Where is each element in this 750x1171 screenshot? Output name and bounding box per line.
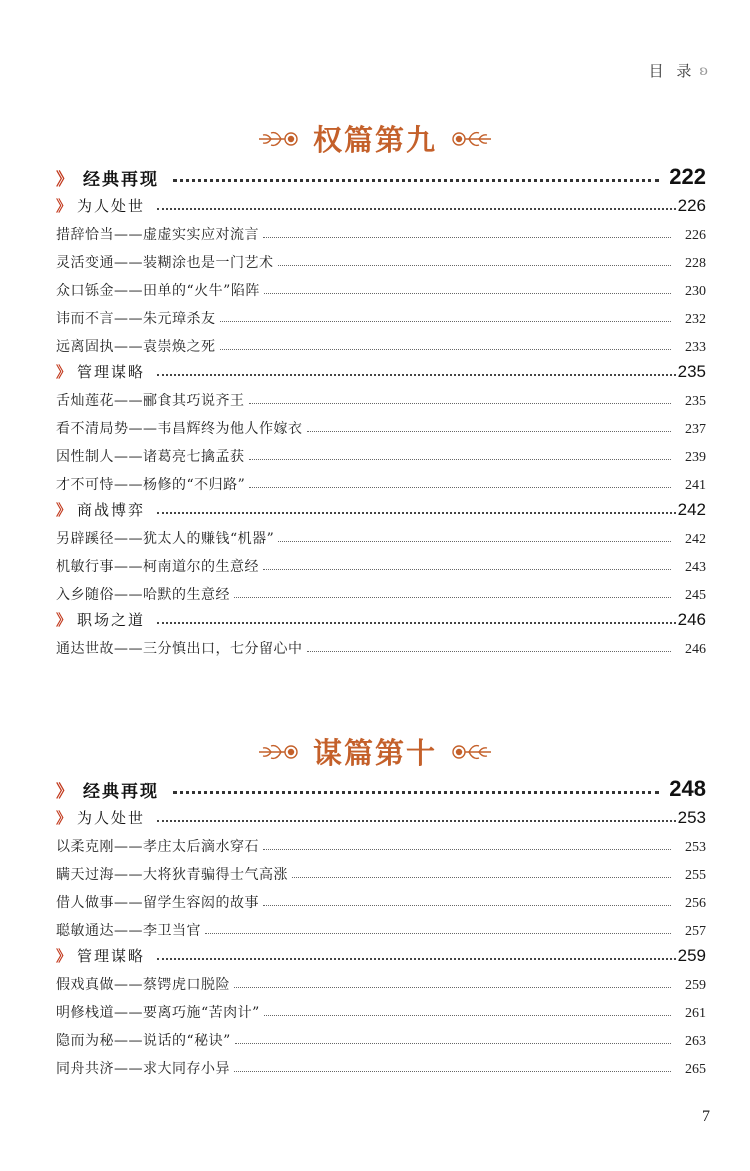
item-page: 233	[685, 340, 706, 355]
group-label: 商战博弈	[77, 501, 146, 519]
item-page: 230	[685, 284, 706, 299]
part-title-10	[0, 731, 750, 772]
ornament-left-icon	[255, 126, 301, 152]
item-page: 261	[685, 1006, 706, 1021]
toc-item[interactable]	[56, 912, 706, 940]
item-label: 假戏真做——蔡锷虎口脱险	[56, 977, 230, 993]
item-label: 措辞恰当——虚虚实实应对流言	[56, 227, 259, 243]
chevron-marker-icon: 》	[56, 501, 72, 519]
item-page: 228	[685, 256, 706, 271]
item-page: 239	[685, 450, 706, 465]
item-page: 241	[685, 478, 706, 493]
entry-page: 248	[669, 776, 706, 801]
toc-item[interactable]	[56, 1050, 706, 1078]
leader-dots	[307, 651, 672, 652]
item-page: 253	[685, 840, 706, 855]
toc-item[interactable]	[56, 966, 706, 994]
toc-item[interactable]	[56, 216, 706, 244]
entry-label: 经典再现	[83, 782, 159, 802]
item-page: 237	[685, 422, 706, 437]
swirl-icon: ʚ	[699, 62, 712, 79]
toc-item[interactable]	[56, 828, 706, 856]
group-label: 为人处世	[77, 197, 146, 215]
leader-dots	[263, 905, 671, 906]
item-page: 259	[685, 978, 706, 993]
item-label: 明修栈道——要离巧施“苦肉计”	[56, 1005, 260, 1021]
leader-dots	[278, 265, 672, 266]
item-label: 远离固执——袁崇焕之死	[56, 339, 216, 355]
group-label: 为人处世	[77, 809, 146, 827]
leader-dots	[157, 958, 676, 960]
item-label: 通达世故——三分慎出口，七分留心中	[56, 641, 303, 657]
item-page: 263	[685, 1034, 706, 1049]
page-number: 7	[702, 1108, 710, 1125]
running-header	[649, 60, 712, 81]
item-label: 众口铄金——田单的“火牛”陷阵	[56, 283, 260, 299]
item-label: 瞒天过海——大将狄青骗得士气高涨	[56, 867, 288, 883]
leader-dots	[235, 1043, 671, 1044]
item-page: 265	[685, 1062, 706, 1077]
item-page: 257	[685, 924, 706, 939]
chevron-marker-icon: 》	[56, 947, 72, 965]
leader-dots	[173, 179, 659, 182]
item-label: 隐而为秘——说话的“秘诀”	[56, 1033, 231, 1049]
toc-item[interactable]	[56, 272, 706, 300]
toc-item[interactable]	[56, 438, 706, 466]
leader-dots	[157, 512, 676, 514]
group-page: 253	[677, 808, 706, 827]
chevron-marker-icon: 》	[56, 782, 73, 802]
toc-item[interactable]	[56, 884, 706, 912]
leader-dots	[249, 459, 672, 460]
chevron-marker-icon: 》	[56, 197, 72, 215]
toc-item[interactable]	[56, 576, 706, 604]
item-page: 246	[685, 642, 706, 657]
item-page: 243	[685, 560, 706, 575]
item-label: 聪敏通达——李卫当官	[56, 923, 201, 939]
leader-dots	[205, 933, 671, 934]
item-page: 245	[685, 588, 706, 603]
item-page: 242	[685, 532, 706, 547]
leader-dots	[249, 487, 671, 488]
toc-item[interactable]	[56, 548, 706, 576]
item-label: 讳而不言——朱元璋杀友	[56, 311, 216, 327]
item-label: 另辟蹊径——犹太人的赚钱“机器”	[56, 531, 275, 547]
item-label: 因性制人——诸葛亮七擒孟获	[56, 449, 245, 465]
leader-dots	[307, 431, 672, 432]
leader-dots	[249, 403, 672, 404]
item-page: 226	[685, 228, 706, 243]
toc-item[interactable]	[56, 244, 706, 272]
item-label: 同舟共济——求大同存小异	[56, 1061, 230, 1077]
item-label: 机敏行事——柯南道尔的生意经	[56, 559, 259, 575]
toc-section-10	[56, 772, 706, 1078]
toc-item[interactable]	[56, 1022, 706, 1050]
part-title-text: 权篇第九	[312, 123, 437, 157]
ornament-right-icon	[449, 739, 495, 765]
toc-item[interactable]	[56, 856, 706, 884]
group-label: 职场之道	[77, 611, 146, 629]
ornament-left-icon	[255, 739, 301, 765]
toc-item[interactable]	[56, 382, 706, 410]
part-title-text: 谋篇第十	[312, 736, 437, 770]
chevron-marker-icon: 》	[56, 170, 73, 190]
item-label: 借人做事——留学生容闳的故事	[56, 895, 259, 911]
leader-dots	[173, 791, 659, 794]
leader-dots	[157, 374, 676, 376]
leader-dots	[263, 849, 671, 850]
toc-item[interactable]	[56, 520, 706, 548]
chevron-marker-icon: 》	[56, 363, 72, 381]
leader-dots	[264, 293, 671, 294]
leader-dots	[278, 541, 671, 542]
item-page: 256	[685, 896, 706, 911]
toc-group-entry[interactable]	[56, 190, 706, 216]
toc-item[interactable]	[56, 994, 706, 1022]
toc-item[interactable]	[56, 410, 706, 438]
group-page: 242	[677, 500, 706, 519]
item-page: 235	[685, 394, 706, 409]
item-label: 才不可恃——杨修的“不归路”	[56, 477, 246, 493]
toc-item[interactable]	[56, 466, 706, 494]
toc-group-entry[interactable]	[56, 604, 706, 630]
item-label: 灵活变通——装糊涂也是一门艺术	[56, 255, 274, 271]
toc-group-entry[interactable]	[56, 940, 706, 966]
leader-dots	[263, 237, 671, 238]
leader-dots	[157, 820, 676, 822]
leader-dots	[220, 349, 672, 350]
leader-dots	[292, 877, 671, 878]
chevron-marker-icon: 》	[56, 809, 72, 827]
item-page: 255	[685, 868, 706, 883]
toc-item[interactable]	[56, 300, 706, 328]
group-label: 管理谋略	[77, 363, 146, 381]
chevron-marker-icon: 》	[56, 611, 72, 629]
toc-group-entry[interactable]	[56, 356, 706, 382]
group-page: 235	[677, 362, 706, 381]
toc-group-entry[interactable]	[56, 802, 706, 828]
leader-dots	[157, 622, 676, 624]
part-title-9	[0, 118, 750, 159]
entry-page: 222	[669, 164, 706, 189]
item-page: 232	[685, 312, 706, 327]
leader-dots	[264, 1015, 671, 1016]
leader-dots	[234, 597, 671, 598]
item-label: 看不清局势——韦昌辉终为他人作嫁衣	[56, 421, 303, 437]
group-page: 246	[677, 610, 706, 629]
toc-section-9	[56, 160, 706, 658]
leader-dots	[263, 569, 671, 570]
toc-main-entry[interactable]	[56, 772, 706, 802]
item-label: 入乡随俗——哈默的生意经	[56, 587, 230, 603]
leader-dots	[220, 321, 672, 322]
leader-dots	[234, 1071, 671, 1072]
ornament-right-icon	[449, 126, 495, 152]
group-page: 226	[677, 196, 706, 215]
leader-dots	[157, 208, 676, 210]
header-label: 目 录	[648, 62, 696, 80]
toc-group-entry[interactable]	[56, 494, 706, 520]
item-label: 以柔克刚——孝庄太后滴水穿石	[56, 839, 259, 855]
group-page: 259	[677, 946, 706, 965]
toc-item[interactable]	[56, 630, 706, 658]
toc-item[interactable]	[56, 328, 706, 356]
entry-label: 经典再现	[83, 170, 159, 190]
leader-dots	[234, 987, 671, 988]
item-label: 舌灿莲花——郦食其巧说齐王	[56, 393, 245, 409]
group-label: 管理谋略	[77, 947, 146, 965]
toc-main-entry[interactable]	[56, 160, 706, 190]
